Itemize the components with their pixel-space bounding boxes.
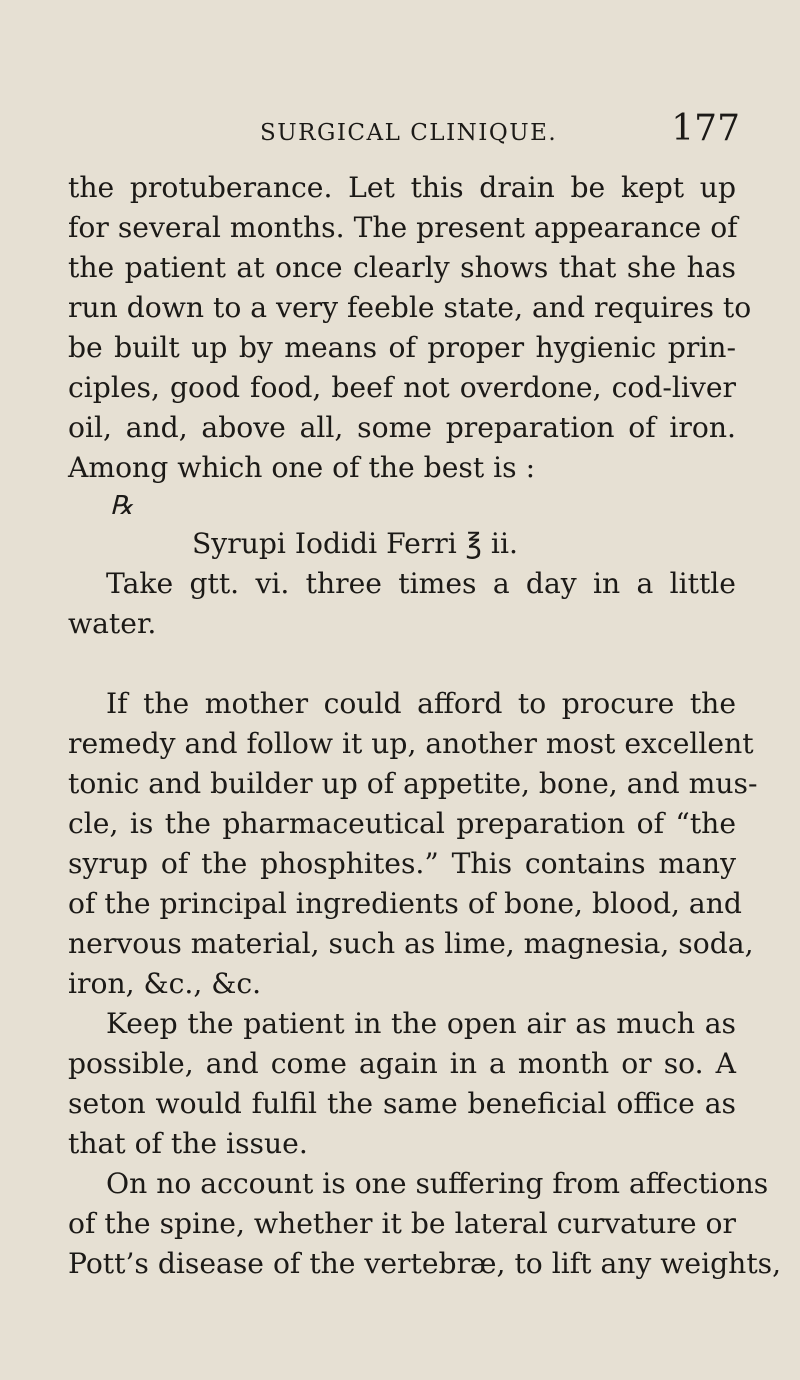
text-line: cle, is the pharmaceutical preparation of “the bbox=[68, 807, 736, 840]
paragraph-spine bbox=[68, 1164, 782, 1284]
text-line: that of the issue. bbox=[68, 1127, 308, 1160]
text-line: the protuberance. Let this drain be kept up bbox=[68, 171, 736, 204]
prescription-line: Syrupi Iodidi Ferri ℥ ii. bbox=[192, 527, 518, 560]
dosage-line: Take gtt. vi. three times a day in a little bbox=[106, 567, 736, 600]
text-line: be built up by means of proper hygienic prin- bbox=[68, 331, 736, 364]
text-line: Pott’s disease of the vertebræ, to lift any weights, bbox=[68, 1247, 782, 1280]
text-line: for several months. The present appearance of bbox=[68, 211, 738, 244]
text-line: tonic and builder up of appetite, bone, and mus- bbox=[68, 767, 758, 800]
text-line: possible, and come again in a month or so. A bbox=[68, 1047, 736, 1080]
text-line: oil, and, above all, some preparation of iron. bbox=[68, 411, 736, 444]
paragraph-gap bbox=[68, 644, 736, 684]
text-line: nervous material, such as lime, magnesia, soda, bbox=[68, 927, 754, 960]
text-line: of the principal ingredients of bone, blood, and bbox=[68, 887, 742, 920]
running-title: SURGICAL CLINIQUE. bbox=[260, 120, 558, 146]
text-line: of the spine, whether it be lateral curvature or bbox=[68, 1207, 736, 1240]
text-line: Among which one of the best is : bbox=[68, 451, 536, 484]
body-text bbox=[68, 168, 782, 1284]
text-line: If the mother could afford to procure the bbox=[106, 687, 736, 720]
paragraph-phosphites bbox=[68, 684, 758, 1004]
dosage-line: water. bbox=[68, 607, 157, 640]
recipe-symbol: ℞ bbox=[110, 491, 134, 521]
text-line: Keep the patient in the open air as much as bbox=[106, 1007, 736, 1040]
text-line: run down to a very feeble state, and requires to bbox=[68, 291, 752, 324]
text-line: seton would fulfil the same beneficial office as bbox=[68, 1087, 736, 1120]
text-line: the patient at once clearly shows that she has bbox=[68, 251, 736, 284]
prescription bbox=[68, 488, 736, 644]
text-line: iron, &c., &c. bbox=[68, 967, 262, 1000]
paragraph-open-air bbox=[68, 1004, 736, 1164]
running-head bbox=[68, 108, 740, 156]
paragraph-protuberance bbox=[68, 168, 752, 488]
text-line: On no account is one suffering from affections bbox=[106, 1167, 769, 1200]
text-line: syrup of the phosphites.” This contains many bbox=[68, 847, 736, 880]
text-line: remedy and follow it up, another most excellent bbox=[68, 727, 754, 760]
text-line: ciples, good food, beef not overdone, cod-liver bbox=[68, 371, 736, 404]
page-number: 177 bbox=[671, 108, 740, 149]
